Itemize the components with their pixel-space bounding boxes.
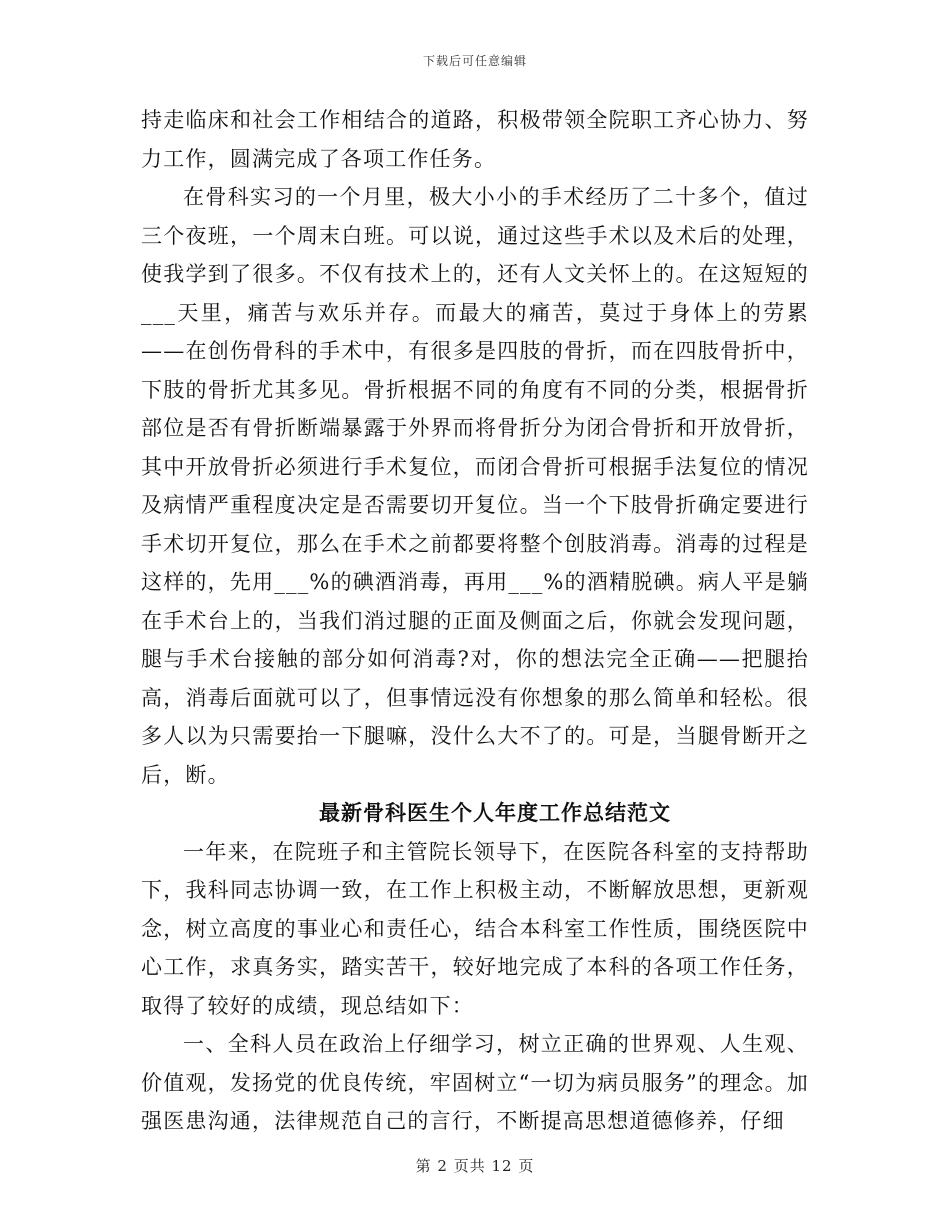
- page-header: 下载后可任意编辑: [422, 54, 527, 68]
- paragraph-internship: 在骨科实习的一个月里，极大小小的手术经历了二十多个，值过三个夜班，一个周末白班。可以说，通过这些手术以及术后的处理，使我学到了很多。不仅有技术上的，还有人文关怀上的。在这短短的___天里，痛苦与欢乐并存。而最大的痛苦，莫过于身体上的劳累——在创伤骨科的手术中，有很多是四肢的骨折，而在四肢骨折中，下肢的骨折尤其多见。骨折根据不同的角度有不同的分类，根据骨折部位是否有骨折断端暴露于外界而将骨折分为闭合骨折和开放骨折，其中开放骨折必须进行手术复位，而闭合骨折可根据手法复位的情况及病情严重程度决定是否需要切开复位。当一个下肢骨折确定要进行手术切开复位，那么在手术之前都要将整个创肢消毒。消毒的过程是这样的，先用___%的碘酒消毒，再用___%的酒精脱碘。病人平是躺在手术台上的，当我们消过腿的正面及侧面之后，你就会发现问题，腿与手术台接触的部分如何消毒?对，你的想法完全正确——把腿抬高，消毒后面就可以了，但事情远没有你想象的那么简单和轻松。很多人以为只需要抬一下腿嘛，没什么大不了的。可是，当腿骨断开之后，断。: [141, 185, 809, 787]
- paragraph-intro: 一年来，在院班子和主管院长领导下，在医院各科室的支持帮助下，我科同志协调一致，在工作上积极主动，不断解放思想，更新观念，树立高度的事业心和责任心，结合本科室工作性质，围绕医院中心工作，求真务实，踏实苦干，较好地完成了本科的各项工作任务，取得了较好的成绩，现总结如下：: [141, 839, 809, 1018]
- paragraph-continuation: 持走临床和社会工作相结合的道路，积极带领全院职工齐心协力、努力工作，圆满完成了各项工作任务。: [141, 108, 809, 171]
- section-title: 最新骨科医生个人年度工作总结范文: [319, 800, 671, 825]
- page-number: 第 2 页共 12 页: [415, 1157, 535, 1175]
- document-body: [141, 101, 809, 1141]
- paragraph-point-one: 一、全科人员在政治上仔细学习，树立正确的世界观、人生观、价值观，发扬党的优良传统，牢固树立“一切为病员服务”的理念。加强医患沟通，法律规范自己的言行，不断提高思想道德修养，仔细: [141, 1032, 809, 1133]
